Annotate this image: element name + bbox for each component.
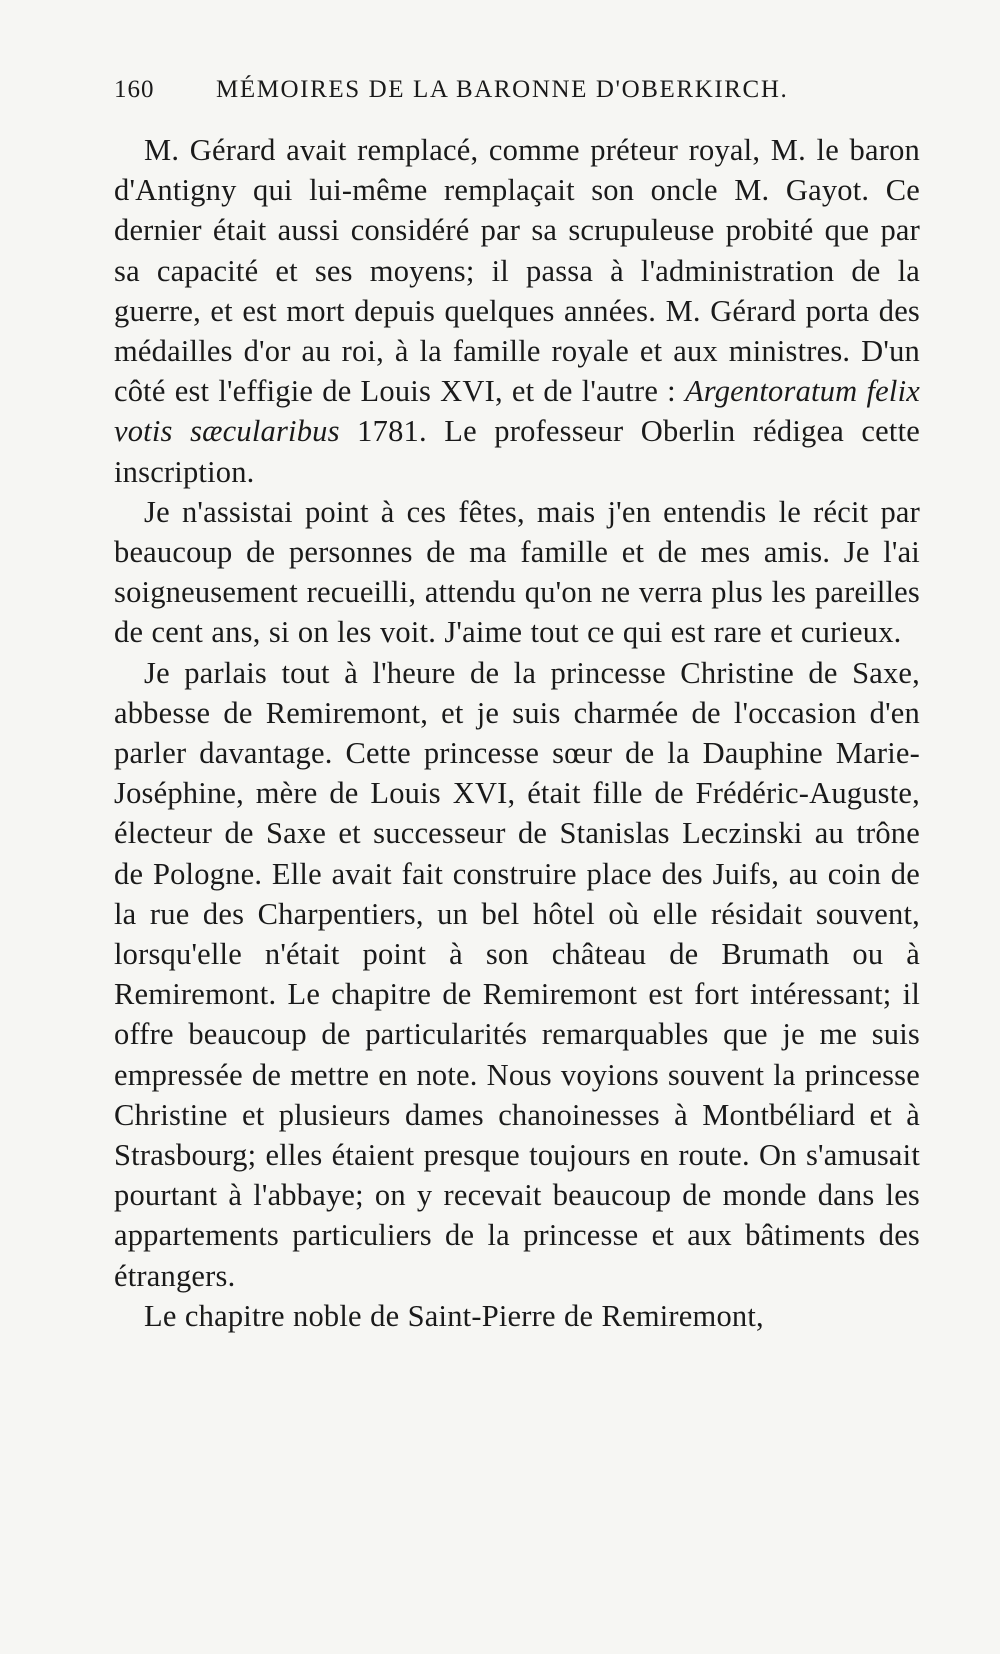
paragraph-1	[114, 130, 920, 492]
running-title: MÉMOIRES DE LA BARONNE D'OBERKIRCH.	[216, 76, 789, 103]
paragraph-4: Le chapitre noble de Saint-Pierre de Remiremont,	[144, 1298, 764, 1333]
paragraph-1-text-end: 1781. Le professeur Oberlin rédigea cette inscription.	[114, 414, 920, 489]
paragraph-3: Je parlais tout à l'heure de la princesse Christine de Saxe, abbesse de Remiremont, et je suis charmée de l'occasion d'en parler davantage. Cette princesse sœur de la Dauphine Marie-Joséphine, mère de Louis XVI, était fille de Frédéric-Auguste, électeur de Saxe et successeur de Stanislas Leczinski au trône de Pologne. Elle avait fait construire place des Juifs, au coin de la rue des Charpentiers, un bel hôtel où elle résidait souvent, lorsqu'elle n'était point à son château de Brumath ou à Remiremont. Le chapitre de Remiremont est fort intéressant; il offre beaucoup de particularités remarquables que je me suis empressée de mettre en note. Nous voyions souvent la princesse Christine et plusieurs dames chanoinesses à Montbéliard et à Strasbourg; elles étaient presque toujours en route. On s'amusait pourtant à l'abbaye; on y recevait beaucoup de monde dans les appartements particuliers de la princesse et aux bâtiments des étrangers.	[114, 655, 920, 1293]
body-text	[114, 130, 920, 1336]
latin-inscription: Argentoratum felix votis sæcularibus	[114, 374, 920, 449]
paragraph-2: Je n'assistai point à ces fêtes, mais j'en entendis le récit par beaucoup de personnes de ma famille et de mes amis. Je l'ai soigneusement recueilli, attendu qu'on ne verra plus les pareilles de cent ans, si on les voit. J'aime tout ce qui est rare et curieux.	[114, 494, 920, 650]
page-number: 160	[114, 76, 155, 103]
paragraph-1-text-start: M. Gérard avait remplacé, comme préteur royal, M. le baron d'Antigny qui lui-même remplaçait son oncle M. Gayot. Ce dernier était aussi considéré par sa scrupuleuse probité que par sa capacité et ses moyens; il passa à l'administration de la guerre, et est mort depuis quelques années. M. Gérard porta des médailles d'or au roi, à la famille royale et aux ministres. D'un côté est l'effigie de Louis XVI, et de l'autre :	[114, 133, 920, 409]
running-header	[114, 76, 920, 116]
